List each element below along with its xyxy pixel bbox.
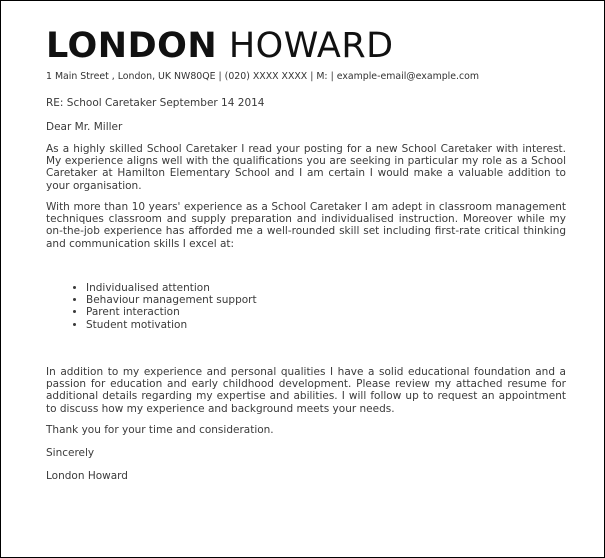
paragraph-education: In addition to my experience and personal qualities I have a solid educational foundation and a passion for education and early childhood development. Please review my attached resume for additional details regarding my expertise and abilities. I will follow up to request an appointment to discuss how my experience and background meets your needs. bbox=[46, 366, 566, 415]
first-name: LONDON bbox=[46, 26, 218, 66]
salutation: Dear Mr. Miller bbox=[46, 121, 123, 133]
skill-item: • Student motivation bbox=[86, 319, 257, 331]
closing-line: Sincerely bbox=[46, 447, 95, 459]
paragraph-experience: With more than 10 years' experience as a School Caretaker I am adept in classroom management techniques classroom and supply preparation and individualised instruction. Moreover while my on-the-job experience has afforded me a well-rounded skill set including first-rate critical thinking and communication skills I excel at: bbox=[46, 201, 566, 250]
thanks-line: Thank you for your time and consideration. bbox=[46, 424, 274, 436]
applicant-name bbox=[46, 26, 394, 66]
signature-name: London Howard bbox=[46, 470, 128, 482]
skill-item: • Individualised attention bbox=[86, 282, 257, 294]
re-line: RE: School Caretaker September 14 2014 bbox=[46, 97, 265, 109]
skills-list bbox=[46, 282, 257, 331]
skill-item: • Parent interaction bbox=[86, 306, 257, 318]
contact-line: 1 Main Street , London, UK NW80QE | (020) XXXX XXXX | M: | example-email@example.com bbox=[46, 71, 480, 82]
paragraph-intro: As a highly skilled School Caretaker I read your posting for a new School Caretaker with interest. My experience aligns well with the qualifications you are seeking in particular my role as a School Caretaker at Hamilton Elementary School and I am certain I would make a valuable addition to your organisation. bbox=[46, 143, 566, 192]
skill-item: • Behaviour management support bbox=[86, 294, 257, 306]
last-name: HOWARD bbox=[228, 26, 394, 66]
